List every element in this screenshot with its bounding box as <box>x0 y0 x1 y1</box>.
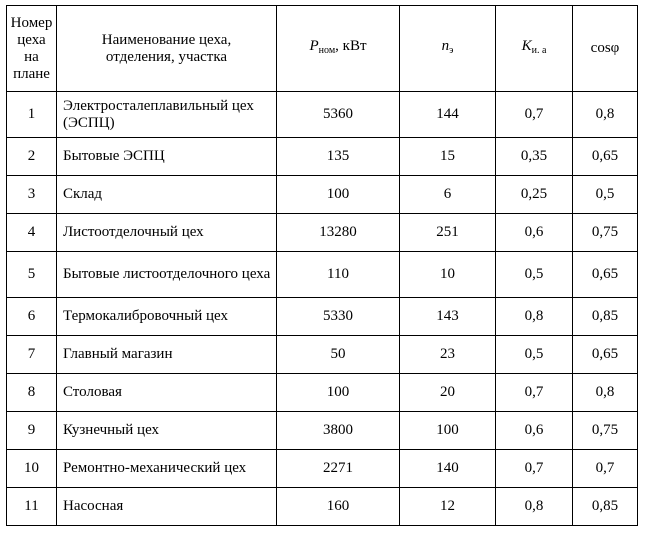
header-k-symbol: K <box>521 38 532 54</box>
cell-num: 9 <box>7 412 57 450</box>
cell-count: 20 <box>400 374 496 412</box>
cell-factor: 0,8 <box>496 488 573 526</box>
cell-cos: 0,65 <box>573 336 638 374</box>
cell-cos: 0,65 <box>573 138 638 176</box>
cell-count: 144 <box>400 92 496 138</box>
cell-factor: 0,6 <box>496 214 573 252</box>
cell-name: Столовая <box>57 374 277 412</box>
header-n-symbol: n <box>441 38 450 54</box>
cell-power: 2271 <box>277 450 400 488</box>
cell-power: 3800 <box>277 412 400 450</box>
cell-count: 143 <box>400 298 496 336</box>
cell-cos: 0,8 <box>573 92 638 138</box>
cell-name: Электросталеплавильный цех (ЭСПЦ) <box>57 92 277 138</box>
cell-num: 2 <box>7 138 57 176</box>
cell-cos: 0,65 <box>573 252 638 298</box>
cell-power: 5330 <box>277 298 400 336</box>
header-effective-count <box>400 6 496 92</box>
table-row <box>7 252 638 298</box>
table-row <box>7 336 638 374</box>
cell-power: 160 <box>277 488 400 526</box>
cell-cos: 0,75 <box>573 214 638 252</box>
cell-cos: 0,5 <box>573 176 638 214</box>
header-p-unit: , кВт <box>335 38 367 54</box>
table-row <box>7 138 638 176</box>
table-row <box>7 92 638 138</box>
cell-factor: 0,6 <box>496 412 573 450</box>
header-k-subscript: и. а <box>531 45 547 56</box>
cell-name: Склад <box>57 176 277 214</box>
workshop-table <box>6 5 638 526</box>
cell-power: 5360 <box>277 92 400 138</box>
cell-num: 10 <box>7 450 57 488</box>
header-num-line: Номер <box>10 14 53 31</box>
header-rated-power <box>277 6 400 92</box>
cell-power: 13280 <box>277 214 400 252</box>
table-row <box>7 214 638 252</box>
table-row <box>7 450 638 488</box>
cell-cos: 0,75 <box>573 412 638 450</box>
cell-name: Бытовые ЭСПЦ <box>57 138 277 176</box>
cell-factor: 0,7 <box>496 92 573 138</box>
header-n-subscript: э <box>449 45 454 56</box>
header-row <box>7 6 638 92</box>
cell-num: 6 <box>7 298 57 336</box>
cell-name: Бытовые листоотделочного цеха <box>57 252 277 298</box>
cell-cos: 0,85 <box>573 298 638 336</box>
cell-name: Термокалибровочный цех <box>57 298 277 336</box>
cell-count: 251 <box>400 214 496 252</box>
cell-num: 3 <box>7 176 57 214</box>
cell-count: 140 <box>400 450 496 488</box>
header-utilization-factor <box>496 6 573 92</box>
cell-power: 135 <box>277 138 400 176</box>
cell-power: 100 <box>277 176 400 214</box>
cell-power: 110 <box>277 252 400 298</box>
header-shop-number <box>7 6 57 92</box>
cell-count: 10 <box>400 252 496 298</box>
cell-factor: 0,25 <box>496 176 573 214</box>
cell-factor: 0,35 <box>496 138 573 176</box>
header-cos-phi: cosφ <box>573 6 638 92</box>
table-row <box>7 412 638 450</box>
cell-cos: 0,7 <box>573 450 638 488</box>
cell-factor: 0,5 <box>496 252 573 298</box>
cell-factor: 0,8 <box>496 298 573 336</box>
header-shop-name <box>57 6 277 92</box>
cell-num: 4 <box>7 214 57 252</box>
cell-name: Главный магазин <box>57 336 277 374</box>
cell-num: 1 <box>7 92 57 138</box>
cell-factor: 0,7 <box>496 450 573 488</box>
cell-factor: 0,7 <box>496 374 573 412</box>
cell-num: 7 <box>7 336 57 374</box>
header-p-subscript: ном <box>318 45 336 56</box>
table-row <box>7 298 638 336</box>
header-num-line: плане <box>13 65 50 82</box>
cell-power: 50 <box>277 336 400 374</box>
table-row <box>7 488 638 526</box>
cell-count: 12 <box>400 488 496 526</box>
cell-factor: 0,5 <box>496 336 573 374</box>
cell-num: 8 <box>7 374 57 412</box>
cell-count: 6 <box>400 176 496 214</box>
cell-num: 5 <box>7 252 57 298</box>
cell-num: 11 <box>7 488 57 526</box>
table-row <box>7 176 638 214</box>
cell-name: Насосная <box>57 488 277 526</box>
header-p-symbol: P <box>309 38 319 54</box>
table-row <box>7 374 638 412</box>
header-name-line: Наименование цеха, <box>101 31 232 48</box>
cell-count: 100 <box>400 412 496 450</box>
cell-name: Ремонтно-механический цех <box>57 450 277 488</box>
header-num-line: цеха <box>17 31 46 48</box>
cell-count: 23 <box>400 336 496 374</box>
cell-cos: 0,85 <box>573 488 638 526</box>
header-num-line: на <box>24 48 39 65</box>
header-name-line: отделения, участка <box>105 48 228 65</box>
cell-count: 15 <box>400 138 496 176</box>
cell-cos: 0,8 <box>573 374 638 412</box>
cell-name: Кузнечный цех <box>57 412 277 450</box>
cell-name: Листоотделочный цех <box>57 214 277 252</box>
cell-power: 100 <box>277 374 400 412</box>
